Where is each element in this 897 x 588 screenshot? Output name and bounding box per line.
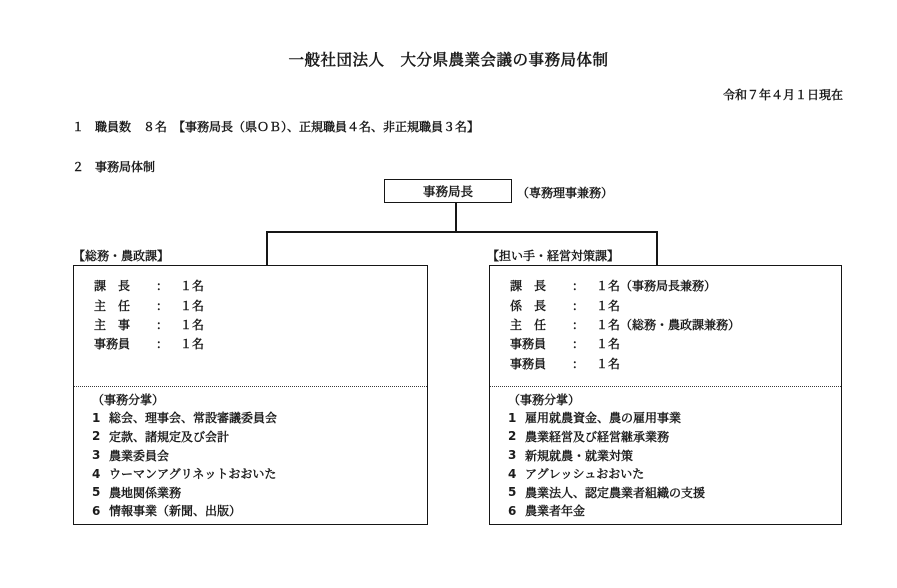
director-note: （専務理事兼務） [517, 186, 614, 200]
connector-horizontal-line [266, 231, 657, 233]
staff-note: （総務・農政課兼務） [620, 317, 741, 332]
dept-label-general-affairs: 【総務・農政課】 [73, 249, 170, 263]
duty-text: 農業者年金 [525, 504, 586, 519]
staff-count: １名 [180, 298, 205, 313]
staff-role: 主 事 [94, 317, 131, 332]
duties-list [92, 390, 423, 520]
connector-right-drop-line [656, 231, 658, 266]
duty-item [92, 502, 423, 521]
duty-number: 3 [92, 448, 101, 463]
colon: ： [572, 317, 585, 332]
duty-number: 2 [508, 429, 517, 444]
staff-row [510, 276, 835, 295]
staff-row [510, 315, 835, 334]
duty-item [508, 446, 837, 465]
duty-item [508, 409, 837, 428]
staff-row [94, 315, 421, 334]
line-number: １ [72, 120, 85, 134]
page-title: 一般社団法人 大分県農業会議の事務局体制 [288, 51, 609, 69]
staff-role: 事務員 [510, 356, 547, 371]
duty-text: アグレッシュおおいた [525, 467, 645, 482]
duty-item [92, 409, 423, 428]
duty-item [508, 427, 837, 446]
duties-divider [490, 386, 841, 387]
staff-count: １名 [596, 298, 621, 313]
duty-number: 6 [92, 503, 101, 518]
duty-item [508, 483, 837, 502]
staff-note: （事務局長兼務） [620, 279, 717, 294]
colon: ： [572, 279, 585, 294]
duty-text: 農業経営及び経営継承業務 [525, 429, 670, 444]
duty-number: 1 [92, 410, 101, 425]
staff-role: 事務員 [94, 337, 131, 352]
staff-count: １名 [596, 317, 621, 332]
colon: ： [156, 298, 169, 313]
duty-number: 6 [508, 503, 517, 518]
duties-list [508, 390, 837, 520]
duty-text: 総会、理事会、常設審議委員会 [109, 411, 278, 426]
colon: ： [156, 337, 169, 352]
duty-number: 5 [92, 485, 101, 500]
duties-divider [74, 386, 427, 387]
connector-left-drop-line [266, 231, 268, 266]
duty-number: 1 [508, 410, 517, 425]
staff-row [510, 354, 835, 373]
duty-text: 農業法人、認定農業者組織の支援 [525, 485, 706, 500]
staff-count-line [72, 118, 479, 135]
duty-text: ウーマンアグリネットおおいた [109, 467, 277, 482]
duties-heading: （事務分掌） [508, 392, 581, 407]
staff-role: 課 長 [94, 279, 131, 294]
as-of-date: 令和７年４月１日現在 [722, 88, 843, 102]
staff-row [510, 334, 835, 353]
duty-number: 4 [92, 466, 101, 481]
line-text: 事務局体制 [95, 160, 156, 174]
duty-text: 定款、諸規定及び会計 [109, 429, 230, 444]
colon: ： [156, 317, 169, 332]
duty-number: 3 [508, 448, 517, 463]
staff-role: 主 任 [510, 317, 547, 332]
staff-list [510, 276, 835, 373]
duty-number: 4 [508, 466, 517, 481]
duty-number: 2 [92, 429, 101, 444]
staff-role: 課 長 [510, 279, 547, 294]
duty-text: 雇用就農資金、農の雇用事業 [525, 411, 682, 426]
line-number: ２ [72, 160, 85, 174]
duties-heading: （事務分掌） [92, 392, 165, 407]
director-box [384, 179, 512, 203]
staff-row [510, 295, 835, 314]
duty-number: 5 [508, 485, 517, 500]
duty-item [92, 483, 423, 502]
line-text: 職員数 ８名 【事務局長（県ＯＢ）、正規職員４名、非正規職員３名】 [95, 120, 480, 134]
duty-item [508, 502, 837, 521]
staff-role: 主 任 [94, 298, 131, 313]
colon: ： [572, 298, 585, 313]
duty-text: 新規就農・就業対策 [525, 448, 634, 463]
dept-box-general-affairs [73, 265, 428, 525]
staff-count: １名 [596, 356, 621, 371]
dept-box-management [489, 265, 842, 525]
connector-stem-line [455, 202, 457, 232]
colon: ： [156, 279, 169, 294]
dept-label-management: 【担い手・経営対策課】 [487, 249, 620, 263]
duty-item [92, 464, 423, 483]
duty-text: 農地関係業務 [109, 485, 182, 500]
staff-row [94, 276, 421, 295]
duty-text: 情報事業（新聞、出版） [109, 504, 242, 519]
duty-item [92, 446, 423, 465]
duty-item [508, 464, 837, 483]
staff-row [94, 295, 421, 314]
staff-list [94, 276, 421, 354]
staff-count: １名 [180, 279, 205, 294]
staff-row [94, 334, 421, 353]
duty-item [92, 427, 423, 446]
staff-role: 係 長 [510, 298, 547, 313]
staff-role: 事務員 [510, 337, 547, 352]
duty-text: 農業委員会 [109, 448, 170, 463]
colon: ： [572, 337, 585, 352]
staff-count: １名 [180, 317, 205, 332]
staff-count: １名 [596, 279, 621, 294]
staff-count: １名 [596, 337, 621, 352]
director-title: 事務局長 [422, 184, 473, 199]
colon: ： [572, 356, 585, 371]
org-structure-line [72, 158, 155, 175]
staff-count: １名 [180, 337, 205, 352]
